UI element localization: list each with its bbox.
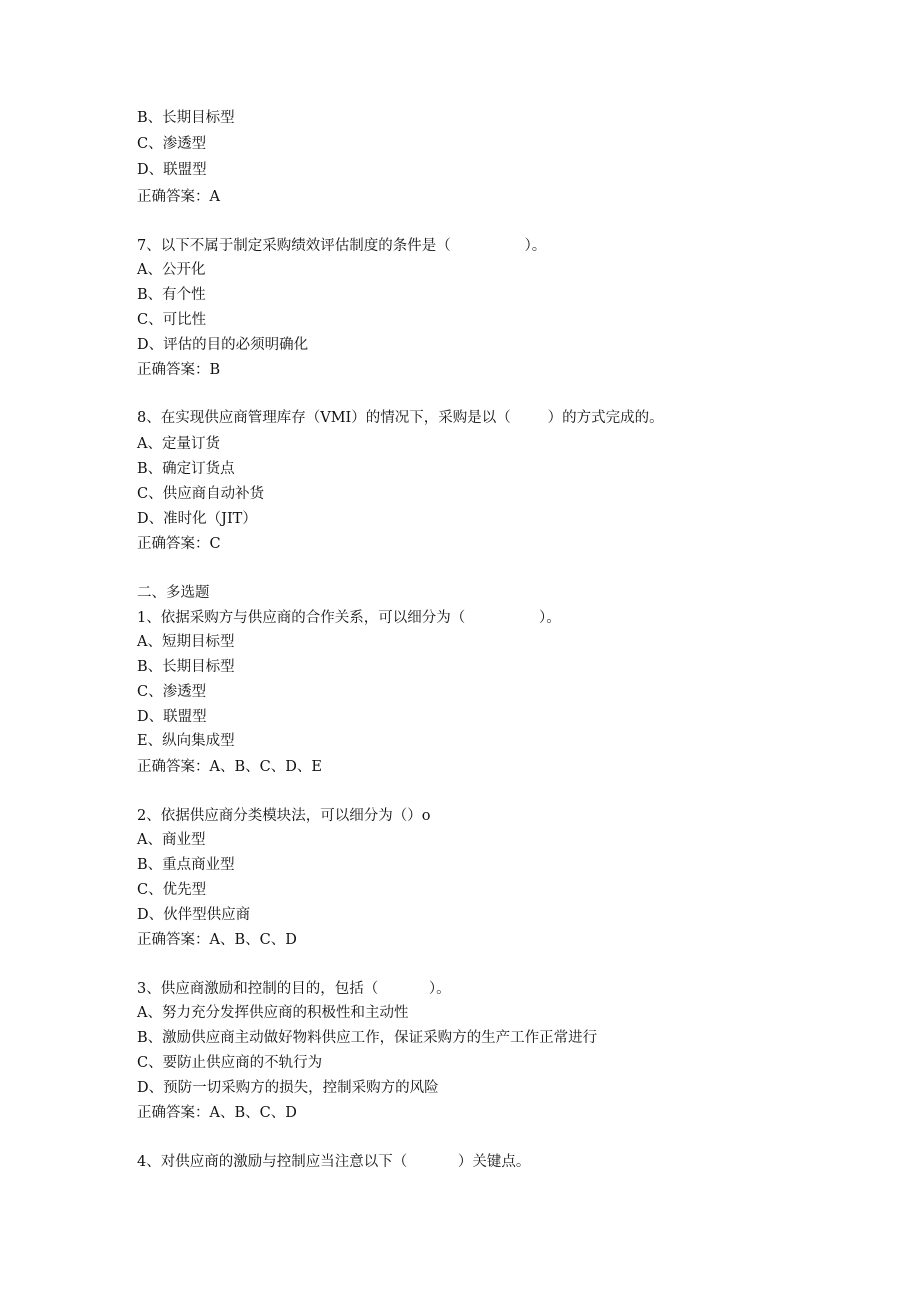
mq2-option-a: A、商业型 bbox=[137, 832, 206, 848]
q8-option-b: B、确定订货点 bbox=[137, 461, 235, 477]
option-b-line: B、长期目标型 bbox=[137, 110, 235, 126]
mq2-answer: 正确答案：A、B、C、D bbox=[137, 932, 297, 948]
mq3-answer: 正确答案：A、B、C、D bbox=[137, 1105, 297, 1121]
mq1-option-d: D、联盟型 bbox=[137, 709, 207, 725]
option-c-line: C、渗透型 bbox=[137, 136, 207, 152]
mq3-question: 3、供应商激励和控制的目的，包括（ ）。 bbox=[137, 981, 451, 997]
mq1-question: 1、依据采购方与供应商的合作关系，可以细分为（ ）。 bbox=[137, 610, 561, 626]
mq1-option-c: C、渗透型 bbox=[137, 684, 207, 700]
mq3-option-d: D、预防一切采购方的损失，控制采购方的风险 bbox=[137, 1080, 439, 1096]
mq3-option-c: C、要防止供应商的不轨行为 bbox=[137, 1055, 323, 1071]
q7-answer: 正确答案：B bbox=[137, 362, 221, 378]
q8-option-a: A、定量订货 bbox=[137, 436, 220, 452]
mq2-option-c: C、优先型 bbox=[137, 882, 207, 898]
q8-option-c: C、供应商自动补货 bbox=[137, 486, 265, 502]
q8-option-d: D、准时化（JIT） bbox=[137, 511, 257, 527]
q7-option-b: B、有个性 bbox=[137, 287, 206, 303]
mq1-option-a: A、短期目标型 bbox=[137, 634, 235, 650]
mq1-option-e: E、纵向集成型 bbox=[137, 733, 235, 749]
mq2-option-b: B、重点商业型 bbox=[137, 857, 235, 873]
question-7: 7、以下不属于制定采购绩效评估制度的条件是（ ）。 bbox=[137, 238, 547, 254]
question-8: 8、在实现供应商管理库存（VMI）的情况下，采购是以（ ）的方式完成的。 bbox=[137, 410, 664, 426]
mq1-answer: 正确答案：A、B、C、D、E bbox=[137, 759, 322, 775]
mq2-question: 2、依据供应商分类模块法，可以细分为（）o bbox=[137, 808, 431, 824]
mq1-option-b: B、长期目标型 bbox=[137, 659, 235, 675]
option-d-line: D、联盟型 bbox=[137, 162, 207, 178]
q7-option-a: A、公开化 bbox=[137, 262, 206, 278]
mq3-option-a: A、努力充分发挥供应商的积极性和主动性 bbox=[137, 1005, 409, 1021]
q8-answer: 正确答案：C bbox=[137, 536, 221, 552]
answer-line: 正确答案：A bbox=[137, 189, 220, 205]
q7-option-d: D、评估的目的必须明确化 bbox=[137, 337, 309, 353]
mq4-question: 4、对供应商的激励与控制应当注意以下（ ）关键点。 bbox=[137, 1154, 531, 1170]
section-heading: 二、多选题 bbox=[137, 585, 210, 601]
q7-option-c: C、可比性 bbox=[137, 312, 207, 328]
mq3-option-b: B、激励供应商主动做好物料供应工作，保证采购方的生产工作正常进行 bbox=[137, 1030, 598, 1046]
mq2-option-d: D、伙伴型供应商 bbox=[137, 907, 251, 923]
